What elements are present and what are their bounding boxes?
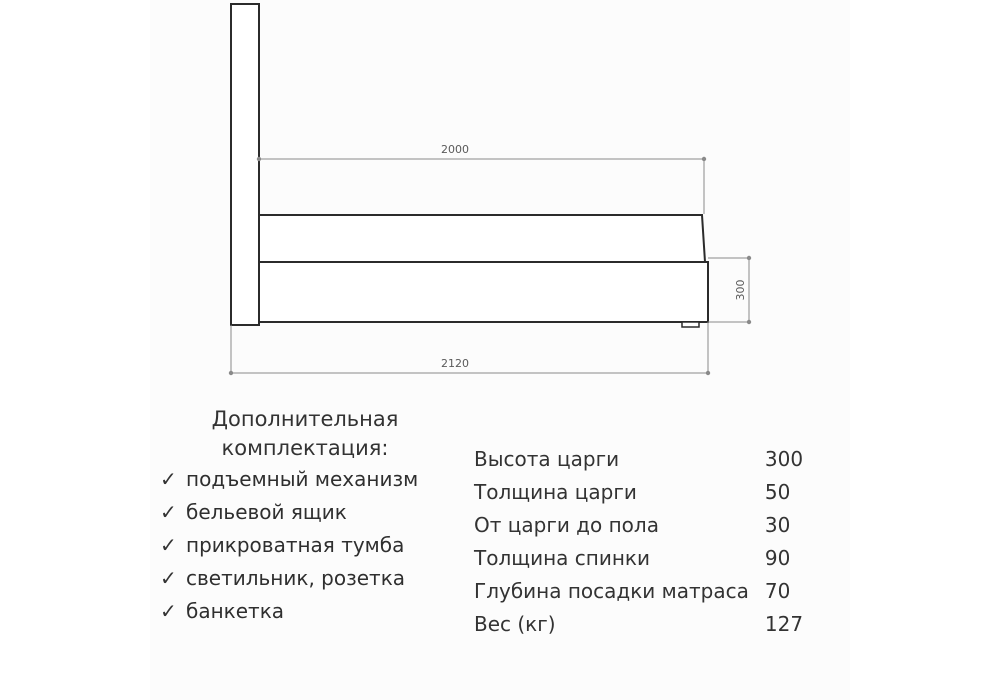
check-icon: ✓	[160, 467, 177, 491]
dimension-label-2120: 2120	[441, 357, 469, 370]
check-icon: ✓	[160, 566, 177, 590]
spec-value: 30	[764, 513, 791, 537]
spec-label: Высота царги	[474, 447, 620, 471]
spec-row	[474, 509, 803, 542]
dimension-mattress-length	[257, 143, 706, 214]
option-label: банкетка	[186, 599, 285, 623]
option-item	[160, 463, 460, 496]
bed-leg	[682, 322, 699, 327]
spec-row	[474, 575, 803, 608]
spec-label: Глубина посадки матраса	[474, 579, 749, 603]
mattress	[259, 215, 705, 262]
spec-label: Толщина царги	[474, 480, 637, 504]
dimension-label-2000: 2000	[441, 143, 469, 156]
dimension-label-300: 300	[734, 279, 747, 301]
option-label: светильник, розетка	[186, 566, 406, 590]
spec-row	[474, 443, 803, 476]
option-item	[160, 496, 460, 529]
option-item	[160, 529, 460, 562]
spec-row	[474, 542, 803, 575]
spec-label: Толщина спинки	[474, 546, 650, 570]
option-label: бельевой ящик	[186, 500, 347, 524]
spec-label: От царги до пола	[474, 513, 659, 537]
options-title-line1: Дополнительная	[211, 407, 399, 431]
option-item	[160, 595, 460, 628]
option-item	[160, 562, 460, 595]
additional-options	[160, 405, 460, 628]
spec-value: 70	[764, 579, 791, 603]
option-label: прикроватная тумба	[186, 533, 405, 557]
dimension-total-length	[229, 322, 710, 375]
check-icon: ✓	[160, 500, 177, 524]
dimension-frame-height	[708, 256, 751, 324]
bed-frame	[259, 262, 708, 322]
option-label: подъемный механизм	[186, 467, 419, 491]
spec-row	[474, 608, 803, 641]
spec-value: 90	[764, 546, 791, 570]
check-icon: ✓	[160, 599, 177, 623]
spec-value: 127	[764, 612, 804, 636]
specifications-table	[474, 443, 803, 641]
headboard	[231, 4, 259, 325]
options-list	[160, 463, 460, 628]
options-title-line2: комплектация:	[221, 436, 389, 460]
check-icon: ✓	[160, 533, 177, 557]
options-title	[160, 405, 450, 463]
spec-label: Вес (кг)	[474, 612, 556, 636]
spec-row	[474, 476, 803, 509]
spec-value: 50	[764, 480, 791, 504]
spec-value: 300	[764, 447, 804, 471]
